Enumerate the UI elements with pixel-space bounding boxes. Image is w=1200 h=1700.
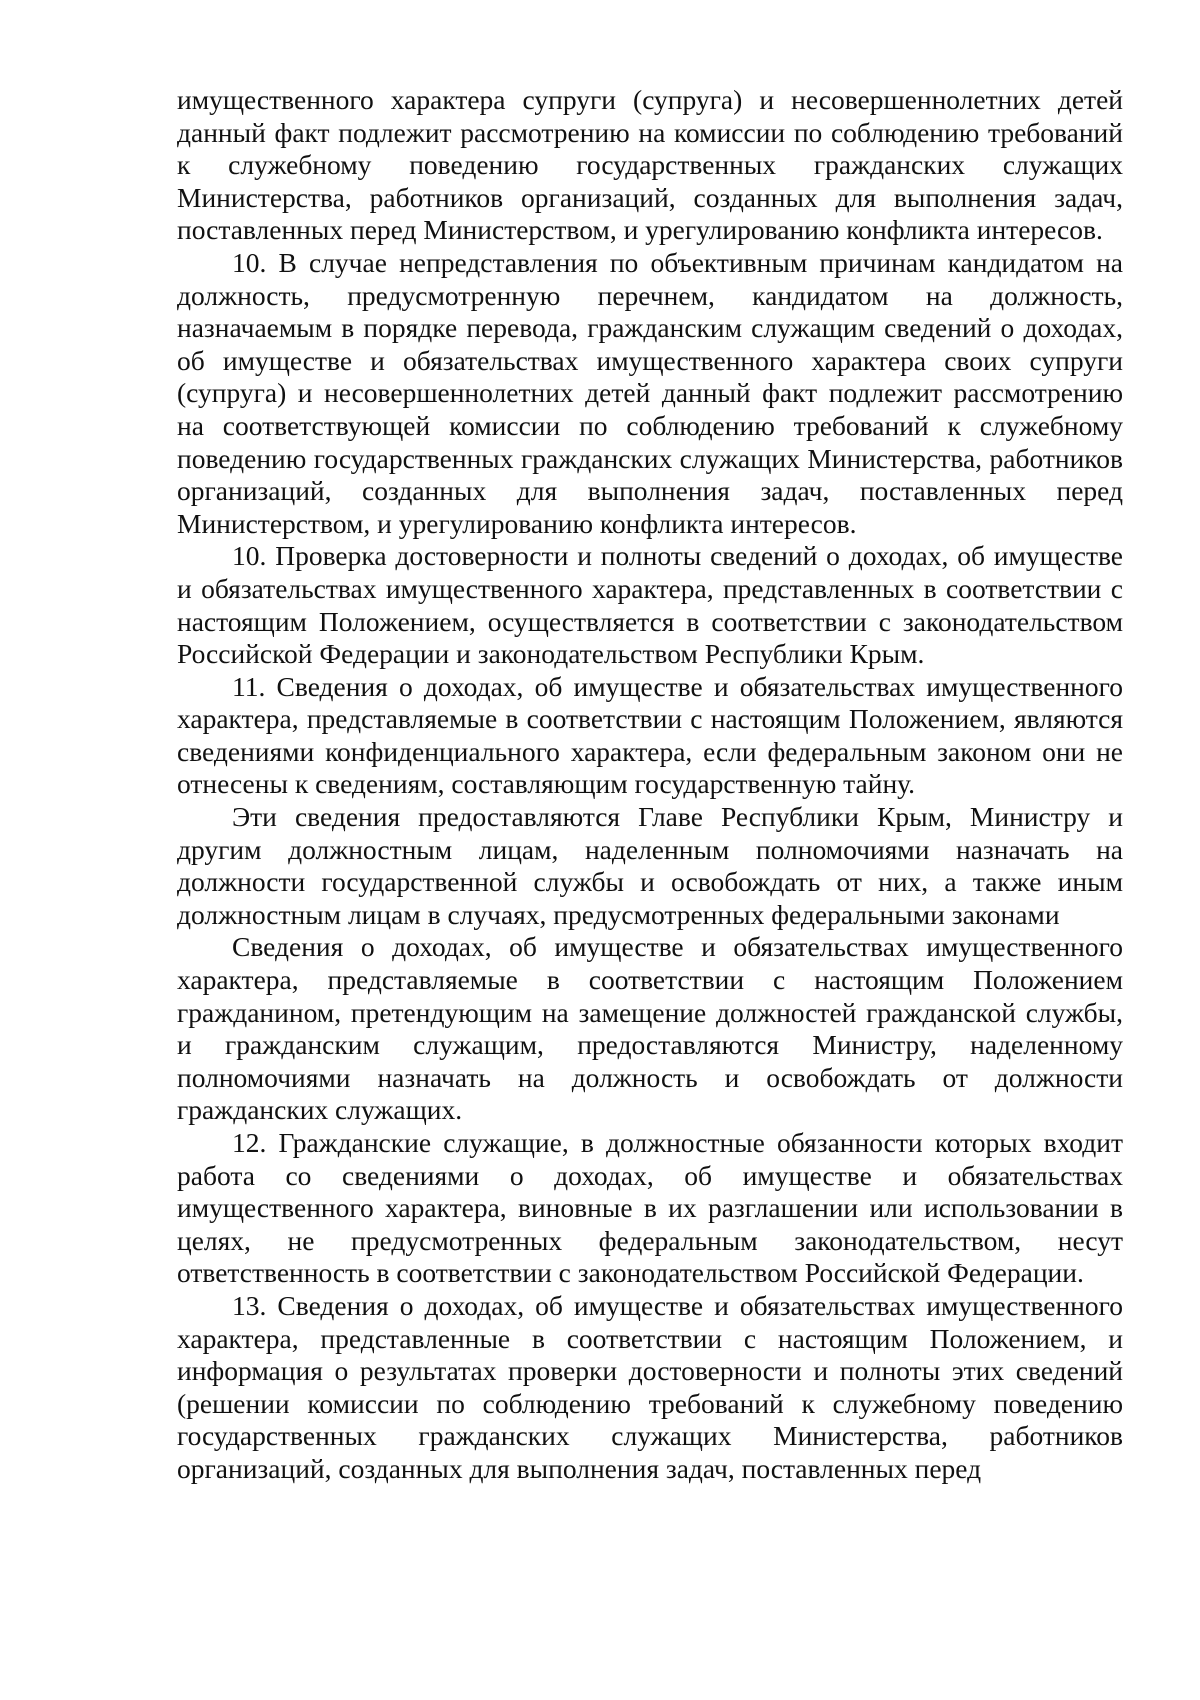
paragraph-13-information: 13. Сведения о доходах, об имуществе и обязательствах имущественного характера, представленные в соответствии с настоящим Положением, и информация о результатах проверки достоверности и полноты этих сведений (решении комиссии по соблюдению требований к служебному поведению государственных гражданских служащих Министерства, работников организаций, созданных для выполнения задач, поставленных перед [177, 1289, 1123, 1484]
paragraph-11-confidentiality: 11. Сведения о доходах, об имуществе и обязательствах имущественного характера, представляемые в соответствии с настоящим Положением, являются сведениями конфиденциального характера, если федеральным законом они не отнесены к сведениям, составляющим государственную тайну. [177, 670, 1123, 800]
paragraph-12-responsibility: 12. Гражданские служащие, в должностные обязанности которых входит работа со сведениями о доходах, об имуществе и обязательствах имущественного характера, виновные в их разглашении или использовании в целях, не предусмотренных федеральным законодательством, несут ответственность в соответствии с законодательством Российской Федерации. [177, 1127, 1123, 1289]
paragraph-10-nonsubmission: 10. В случае непредставления по объективным причинам кандидатом на должность, предусмотренную перечнем, кандидатом на должность, назначаемым в порядке перевода, гражданским служащим сведений о доходах, об имуществе и обязательствах имущественного характера своих супруги (супруга) и несовершеннолетних детей данный факт подлежит рассмотрению на соответствующей комиссии по соблюдению требований к служебному поведению государственных гражданских служащих Министерства, работников организаций, созданных для выполнения задач, поставленных перед Министерством, и урегулированию конфликта интересов. [177, 246, 1123, 539]
document-body [177, 84, 1123, 1486]
paragraph-11-minister: Сведения о доходах, об имуществе и обязательствах имущественного характера, представляемые в соответствии с настоящим Положением гражданином, претендующим на замещение должностей гражданской службы, и гражданским служащим, предоставляются Министру, наделенному полномочиями назначать на должность и освобождать от должности гражданских служащих. [177, 931, 1123, 1126]
paragraph-11-recipients: Эти сведения предоставляются Главе Республики Крым, Министру и другим должностным лицам, наделенным полномочиями назначать на должности государственной службы и освобождать от них, а также иным должностным лицам в случаях, предусмотренных федеральными законами [177, 801, 1123, 930]
paragraph-continuation: имущественного характера супруги (супруга) и несовершеннолетних детей данный факт подлежит рассмотрению на комиссии по соблюдению требований к служебному поведению государственных гражданских служащих Министерства, работников организаций, созданных для выполнения задач, поставленных перед Министерством, и урегулированию конфликта интересов. [177, 84, 1123, 246]
paragraph-10-verification: 10. Проверка достоверности и полноты сведений о доходах, об имуществе и обязательствах имущественного характера, представленных в соответствии с настоящим Положением, осуществляется в соответствии с законодательством Российской Федерации и законодательством Республики Крым. [177, 540, 1123, 670]
